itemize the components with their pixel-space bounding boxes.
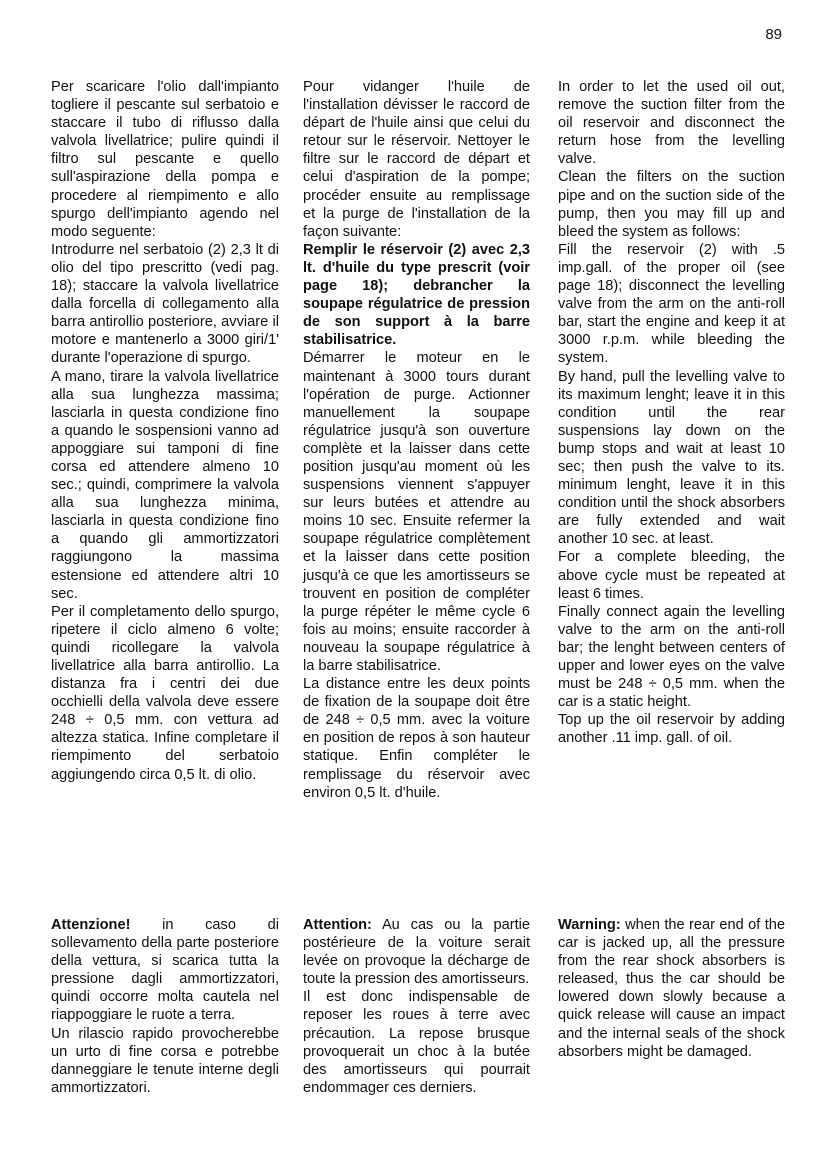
french-instructions [303, 78, 530, 802]
italian-paragraph-1: Per scaricare l'olio dall'impianto togliere il pescante sul serbatoio e staccare il tubo di riflusso dalla valvola livellatrice; pulire quindi il filtro sul pescante e quello sull'aspirazione della pompa e procedere al riempimento e allo spurgo dell'impianto agendo nel modo seguente: [51, 79, 279, 240]
english-instructions [558, 78, 785, 747]
english-paragraph-2: Clean the filters on the suction pipe and on the suction side of the pump, then you may fill up and bleed the system as follows: [558, 169, 785, 240]
italian-paragraph-4: Per il completamento dello spurgo, ripetere il ciclo almeno 6 volte; quindi ricollegare la valvola livellatrice alla barra antirollio. La distanza fra i centri dei due occhielli della valvola deve essere 248 ÷ 0,5 mm. con vettura ad altezza statica. Infine completare il riempimento del serbatoio aggiungendo circa 0,5 lt. di olio. [51, 603, 279, 783]
page-number: 89 [765, 26, 782, 43]
english-paragraph-6: Finally connect again the levelling valve to the arm on the anti-roll bar; the lenght between centers of upper and lower eyes on the valve must be 248 ÷ 0,5 mm. when the car is a static height. [558, 603, 785, 711]
english-paragraph-7: Top up the oil reservoir by adding another .11 imp. gall. of oil. [558, 712, 785, 747]
french-warning [303, 916, 530, 1097]
italian-warning-label: Attenzione! [51, 917, 131, 933]
french-warning-label: Attention: [303, 917, 372, 933]
italian-paragraph-2: Introdurre nel serbatoio (2) 2,3 lt di olio del tipo prescritto (vedi pag. 18); staccare la valvola livellatrice dalla forcella di collegamento alla barra antirollio posteriore, avviare il motore e mantenerlo a 3000 giri/1' durante l'operazione di spurgo. [51, 241, 279, 367]
french-warning-text-2: Il est donc indispensable de reposer les roues à terre avec précaution. La repose brusque provoquerait un choc à la butée des amortisseurs qui pourrait endommager ces derniers. [303, 989, 530, 1096]
french-warning-text: Au cas ou la partie postérieure de la voiture serait levée on provoque la décharge de toute la pression des amortisseurs. [303, 917, 530, 988]
english-paragraph-1: In order to let the used oil out, remove the suction filter from the oil reservoir and disconnect the return hose from the levelling valve. [558, 79, 785, 168]
english-paragraph-5: For a complete bleeding, the above cycle must be repeated at least 6 times. [558, 549, 785, 602]
english-warning-text: when the rear end of the car is jacked up, all the pressure from the rear shock absorbers is released, thus the car should be lowered down slowly because a quick release will cause an impact and the internal seals of the shock absorbers might be damaged. [558, 917, 785, 1060]
italian-paragraph-3: A mano, tirare la valvola livellatrice alla sua lunghezza massima; lasciarla in questa condizione fino a quando le sospensioni vanno ad appoggiare sui tamponi di fine corsa ed attendere almeno 10 sec.; quindi, comprimere la valvola alla sua lunghezza minima, lasciarla in questa condizione fino a quando gli ammortizzatori raggiungono la massima estensione ed attendere altri 10 sec. [51, 368, 279, 602]
french-paragraph-1: Pour vidanger l'huile de l'installation dévisser le raccord de départ de l'huile ainsi que celui du retour sur le réservoir. Nettoyer le filtre sur le raccord de départ et celui d'aspiration de la pompe; procéder ensuite au remplissage et la purge de l'installation de la façon suivante: [303, 79, 530, 240]
italian-warning-text-2: Un rilascio rapido provocherebbe un urto di fine corsa e potrebbe danneggiare le tenute interne degli ammortizzatori. [51, 1025, 279, 1096]
italian-warning-text: in caso di sollevamento della parte posteriore della vettura, si scarica tutta la pressione dagli ammortizzatori, quindi occorre molta cautela nel riappoggiare le ruote a terra. [51, 917, 279, 1024]
english-paragraph-4: By hand, pull the levelling valve to its maximum lenght; leave it in this condition until the rear suspensions lay down on the bump stops and wait at least 10 sec; then push the valve to its. minimum lenght, leave it in this condition until the shock absorbers are fully extended and wait another 10 sec. at least. [558, 368, 785, 548]
french-paragraph-4: La distance entre les deux points de fixation de la soupape doit être de 248 ÷ 0,5 mm. avec la voiture en position de repos à son hauteur statique. Enfin compléter le remplissage du réservoir avec environ 0,5 lt. d'huile. [303, 676, 530, 801]
english-warning-label: Warning: [558, 917, 621, 933]
french-paragraph-3: Démarrer le moteur en le maintenant à 3000 tours durant l'opération de purge. Actionner manuellement la soupape régulatrice jusqu'à son ouverture complète et la laisser dans cette position jusqu'au moment où les suspensions viennent s'appuyer sur leurs butées et attendre au moins 10 sec. Ensuite refermer la soupape régulatrice complètement et la laisser dans cette position jusqu'à ce que les amortisseurs se trouvent en position de compléter la purge répéter le même cycle 6 fois au moins; ensuite raccorder à nouveau la soupape régulatrice à la barre stabilisatrice. [303, 350, 530, 674]
italian-instructions [51, 78, 279, 784]
french-paragraph-2: Remplir le réservoir (2) avec 2,3 lt. d'huile du type prescrit (voir page 18); debrancher la soupape régulatrice de pression de son support à la barre stabilisatrice. [303, 241, 530, 349]
italian-warning [51, 916, 279, 1097]
english-warning [558, 916, 785, 1061]
english-paragraph-3: Fill the reservoir (2) with .5 imp.gall. of the proper oil (see page 18); disconnect the levelling valve from the arm on the anti-roll bar, start the engine and keep it at 3000 r.p.m. while bleeding the system. [558, 241, 785, 367]
